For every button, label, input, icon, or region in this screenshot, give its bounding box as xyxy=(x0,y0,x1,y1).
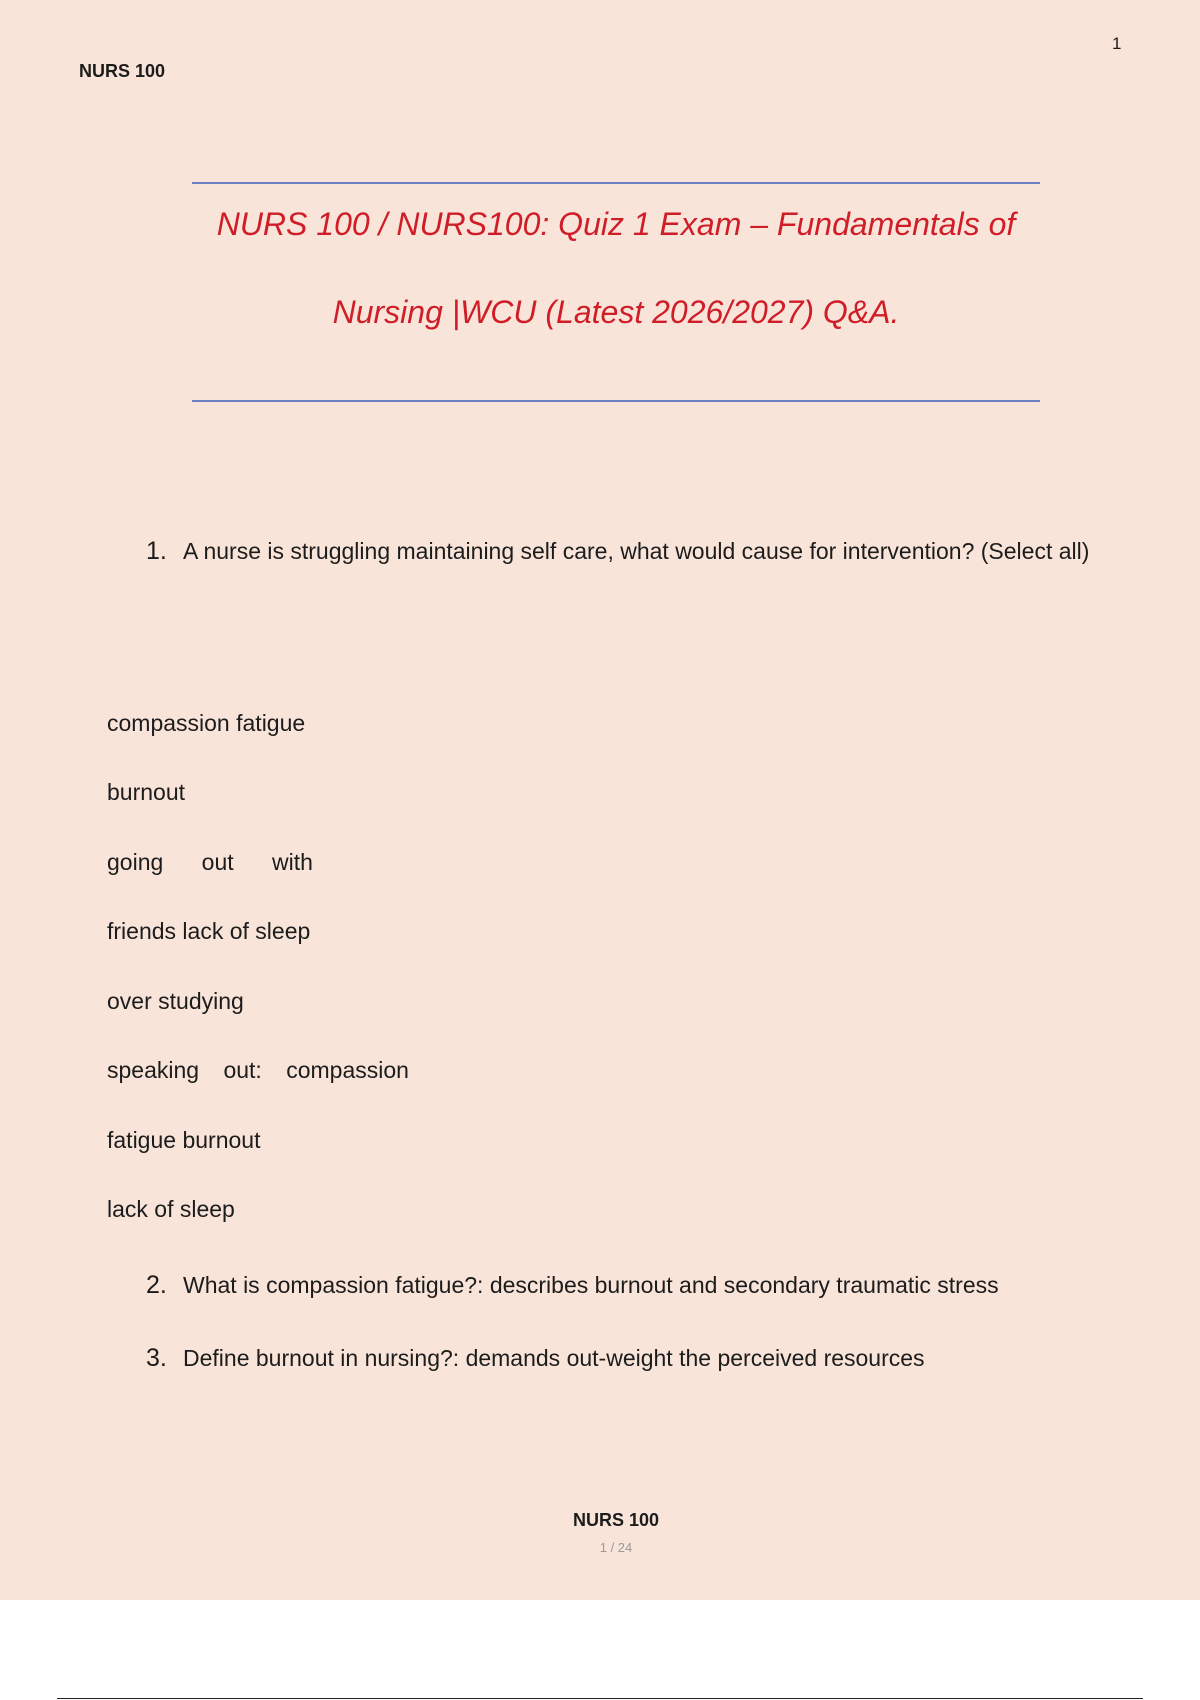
page-number: 1 xyxy=(1112,34,1122,53)
answer-option: speaking out: compassion xyxy=(107,1057,409,1083)
question-text: A nurse is struggling maintaining self care, what would cause for intervention? (Select all) xyxy=(183,538,1090,564)
document-title-line-1: NURS 100 / NURS100: Quiz 1 Exam – Fundamentals of xyxy=(216,206,1016,242)
answer-option: over studying xyxy=(107,988,244,1014)
question-text: What is compassion fatigue?: describes burnout and secondary traumatic stress xyxy=(183,1272,999,1298)
question-2 xyxy=(146,1251,1124,1320)
answer-option: fatigue burnout xyxy=(107,1127,261,1153)
answer-option: going out with xyxy=(107,849,313,875)
question-number: 1. xyxy=(146,537,167,565)
footer-course-code: NURS 100 xyxy=(572,1510,660,1530)
question-number: 2. xyxy=(146,1271,167,1299)
title-bottom-rule xyxy=(192,400,1040,402)
answer-option: friends lack of sleep xyxy=(107,918,311,944)
question-text: Define burnout in nursing?: demands out-weight the perceived resources xyxy=(183,1345,925,1371)
answer-option: compassion fatigue xyxy=(107,710,306,736)
header-course-code: NURS 100 xyxy=(79,61,166,81)
page-pagination: 1 / 24 xyxy=(599,1540,633,1555)
question-3 xyxy=(146,1324,1124,1393)
question-number: 3. xyxy=(146,1344,167,1372)
next-page-divider xyxy=(57,1698,1143,1699)
answer-option: burnout xyxy=(107,779,186,805)
document-title-line-2: Nursing |WCU (Latest 2026/2027) Q&A. xyxy=(332,294,900,330)
answer-option: lack of sleep xyxy=(107,1196,235,1222)
title-top-rule xyxy=(192,182,1040,184)
question-1 xyxy=(146,517,1124,586)
